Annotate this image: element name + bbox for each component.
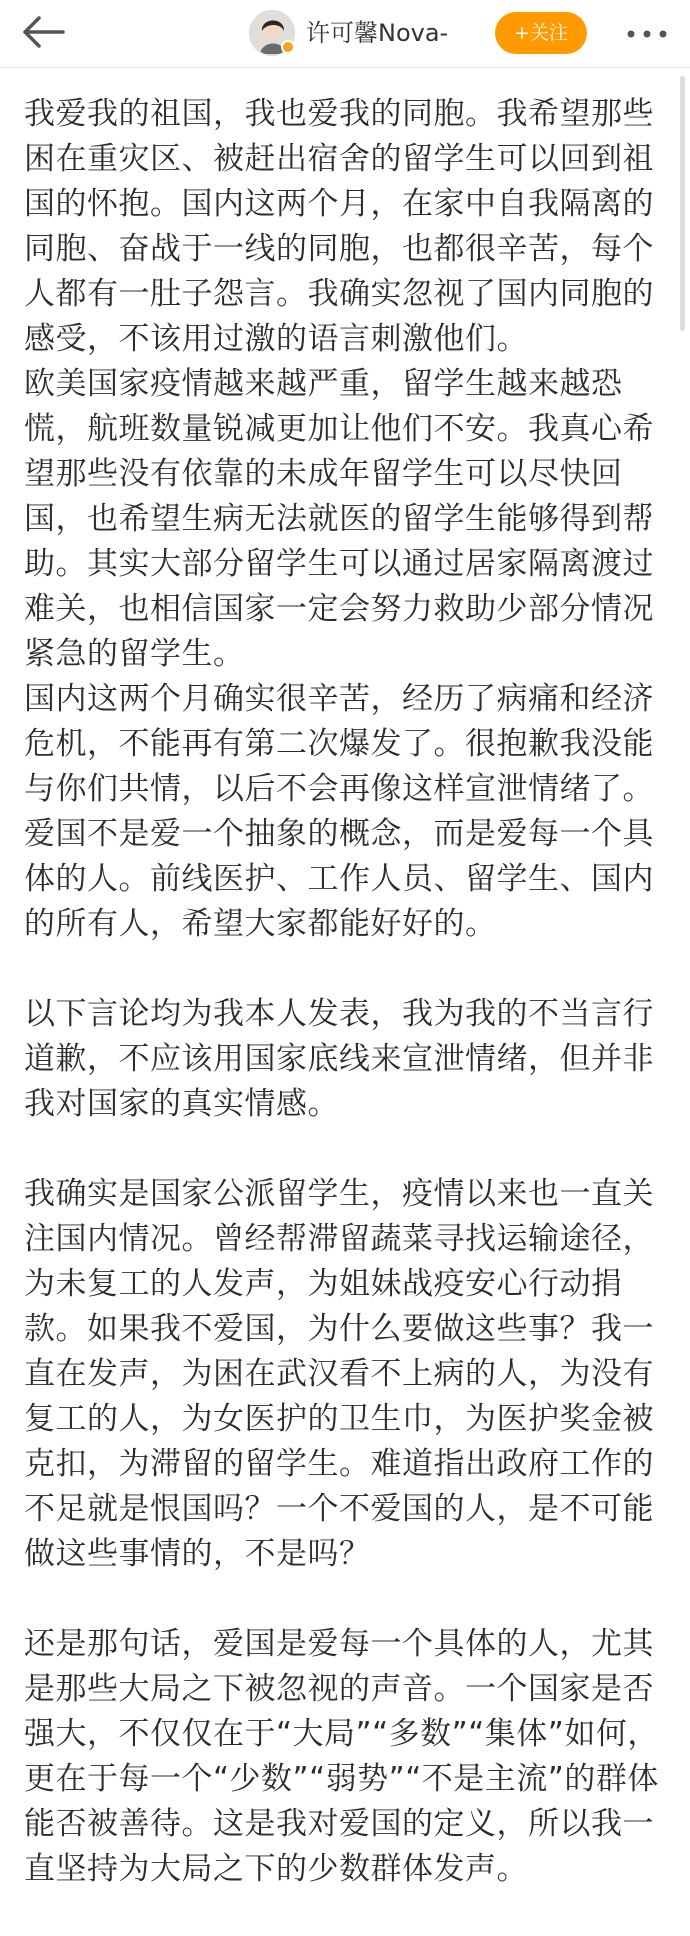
more-button[interactable]	[622, 18, 672, 48]
back-button[interactable]	[18, 14, 68, 54]
follow-button[interactable]: +关注	[495, 12, 587, 54]
more-dots-icon	[626, 24, 668, 43]
post-content	[0, 68, 690, 1936]
verified-badge-icon	[281, 40, 295, 54]
top-navigation-bar	[0, 0, 690, 68]
username[interactable]: 许可馨Nova-	[306, 19, 449, 47]
back-arrow-icon	[21, 16, 65, 52]
scrollbar[interactable]	[680, 76, 685, 331]
post-text: 我爱我的祖国，我也爱我的同胞。我希望那些困在重灾区、被赶出宿舍的留学生可以回到祖国的怀抱。国内这两个月，在家中自我隔离的同胞、奋战于一线的同胞，也都很辛苦，每个人都有一肚子怨言。我确实忽视了国内同胞的感受，不该用过激的语言刺激他们。 欧美国家疫情越来越严重，留学生越来越恐慌，航班数量锐减更加让他们不安。我真心希望那些没有依靠的未成年留学生可以尽快回国，也希望生病无法就医的留学生能够得到帮助。其实大部分留学生可以通过居家隔离渡过难关，也相信国家一定会努力救助少部分情况紧急的留学生。 国内这两个月确实很辛苦，经历了病痛和经济危机，不能再有第二次爆发了。很抱歉我没能与你们共情，以后不会再像这样宣泄情绪了。 爱国不是爱一个抽象的概念，而是爱每一个具体的人。前线医护、工作人员、留学生、国内的所有人，希望大家都能好好的。 以下言论均为我本人发表，我为我的不当言行道歉，不应该用国家底线来宣泄情绪，但并非我对国家的真实情感。 我确实是国家公派留学生，疫情以来也一直关注国内情况。曾经帮滞留蔬菜寻找运输途径，为未复工的人发声，为姐妹战疫安心行动捐款。如果我不爱国，为什么要做这些事？我一直在发声，为困在武汉看不上病的人，为没有复工的人，为女医护的卫生巾，为医护奖金被克扣，为滞留的留学生。难道指出政府工作的不足就是恨国吗？一个不爱国的人，是不可能做这些事情的，不是吗？ 还是那句话，爱国是爱每一个具体的人，尤其是那些大局之下被忽视的声音。一个国家是否强大，不仅仅在于“大局”“多数”“集体”如何，更在于每一个“少数”“弱势”“不是主流”的群体能否被善待。这是我对爱国的定义，所以我一直坚持为大局之下的少数群体发声。	[24, 96, 659, 1887]
